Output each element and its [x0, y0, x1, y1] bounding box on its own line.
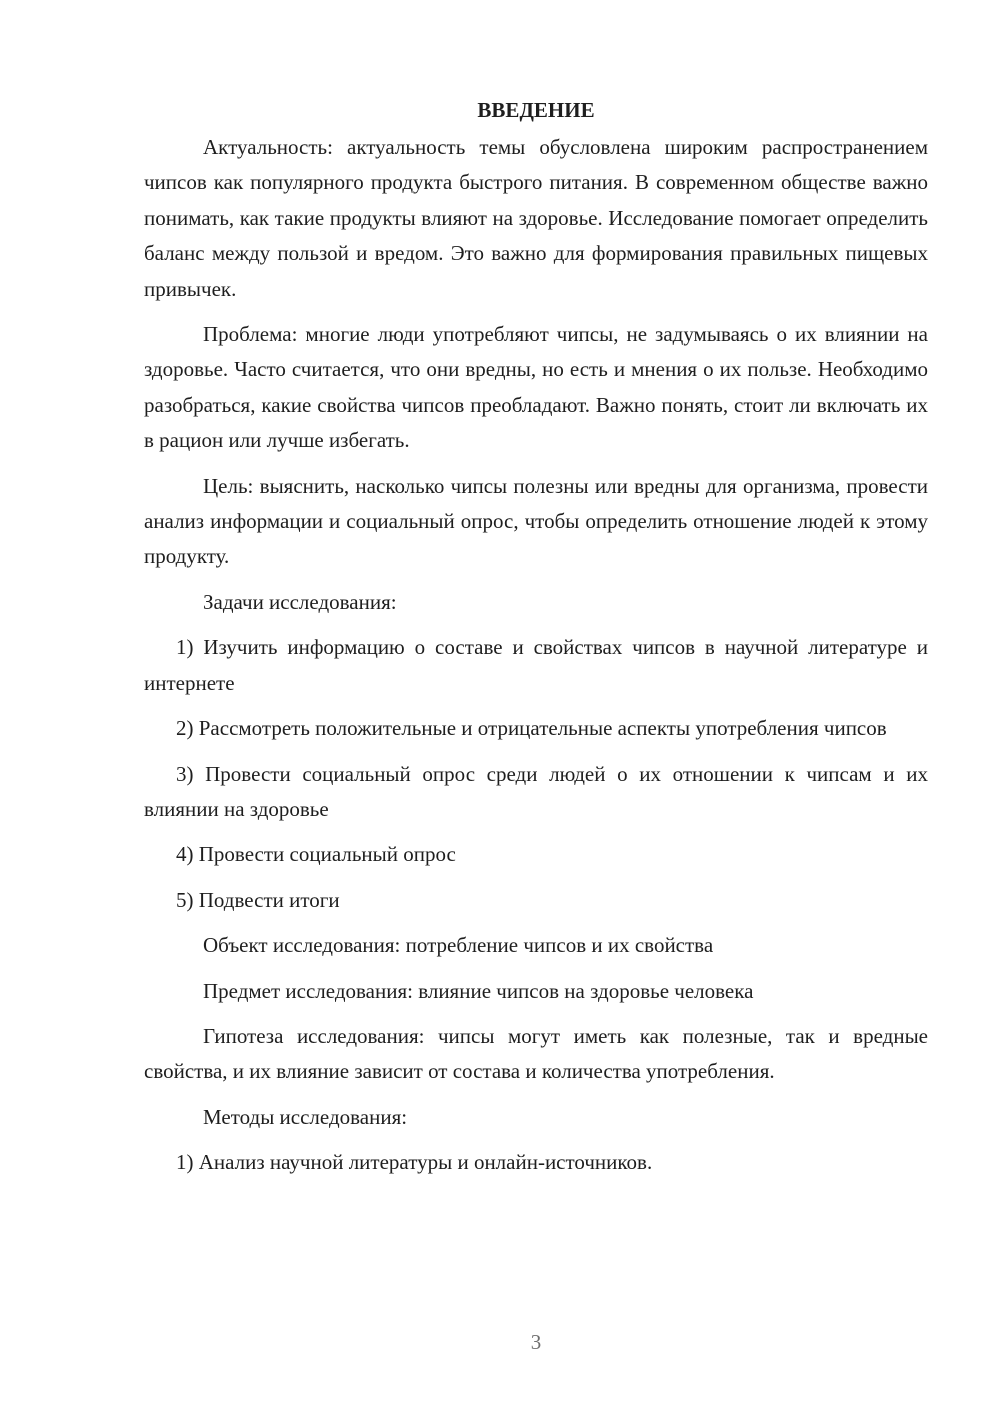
paragraph-relevance: Актуальность: актуальность темы обусловлена широким распространением чипсов как популярного продукта быстрого питания. В современном обществе важно понимать, как такие продукты влияют на здоровье. Исследование помогает определить баланс между пользой и вредом. Это важно для формирования правильных пищевых привычек. [144, 135, 928, 301]
list-item-task-4: 4) Провести социальный опрос [176, 842, 456, 867]
section-title: ВВЕДЕНИЕ [477, 98, 595, 122]
paragraph-goal: Цель: выяснить, насколько чипсы полезны или вредны для организма, провести анализ информации и социальный опрос, чтобы определить отношение людей к этому продукту. [144, 473, 928, 569]
paragraph-methods-heading: Методы исследования: [203, 1104, 408, 1129]
list-item-method-1: 1) Анализ научной литературы и онлайн-источников. [176, 1150, 653, 1175]
paragraph-problem: Проблема: многие люди употребляют чипсы, не задумываясь о их влиянии на здоровье. Часто считается, что они вредны, но есть и мнения о их пользе. Необходимо разобраться, какие свойства чипсов преобладают. Важно понять, стоит ли включать их в рацион или лучше избегать. [144, 322, 928, 453]
page-content [144, 93, 928, 1191]
paragraph-research-object: Объект исследования: потребление чипсов и их свойства [203, 933, 714, 958]
list-item-task-1: 1) Изучить информацию о составе и свойствах чипсов в научной литературе и интернете [144, 635, 928, 695]
page-number: 3 [530, 1330, 542, 1354]
paragraph-hypothesis: Гипотеза исследования: чипсы могут иметь как полезные, так и вредные свойства, и их влияние зависит от состава и количества употребления. [144, 1023, 928, 1084]
paragraph-tasks-heading: Задачи исследования: [203, 589, 397, 614]
paragraph-research-subject: Предмет исследования: влияние чипсов на здоровье человека [203, 978, 754, 1003]
list-item-task-5: 5) Подвести итоги [176, 887, 340, 912]
list-item-task-3: 3) Провести социальный опрос среди людей о их отношении к чипсам и их влиянии на здоровье [144, 761, 928, 821]
list-item-task-2: 2) Рассмотреть положительные и отрицательные аспекты употребления чипсов [176, 716, 887, 741]
